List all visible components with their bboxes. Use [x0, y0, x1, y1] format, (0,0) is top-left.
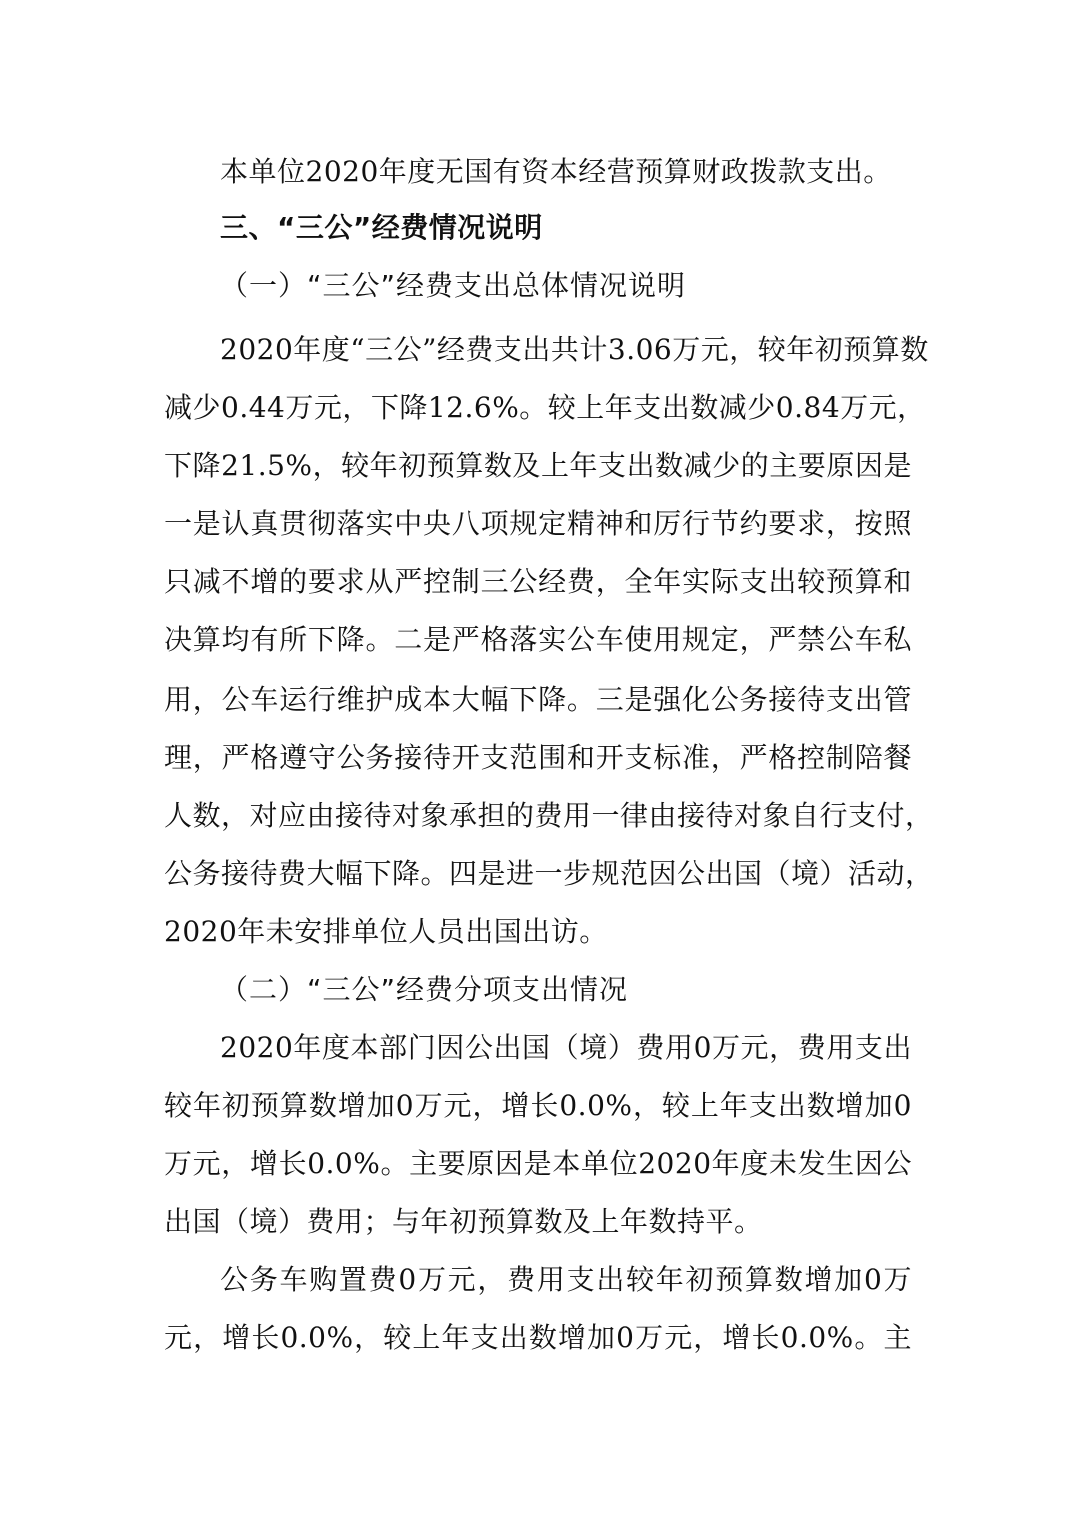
- paragraph-line: 2020年未安排单位人员出国出访。: [164, 915, 608, 948]
- paragraph-line: 较年初预算数增加0万元，增长0.0%，较上年支出数增加0: [164, 1089, 912, 1122]
- paragraph-line: 决算均有所下降。二是严格落实公车使用规定，严禁公车私: [164, 623, 912, 656]
- paragraph-line: 只减不增的要求从严控制三公经费，全年实际支出较预算和: [164, 565, 912, 598]
- subsection-heading: （二）“三公”经费分项支出情况: [220, 973, 629, 1006]
- paragraph-line: 2020年度本部门因公出国（境）费用0万元，费用支出: [220, 1031, 912, 1064]
- paragraph-line: 万元，增长0.0%。主要原因是本单位2020年度未发生因公: [164, 1147, 912, 1180]
- subsection-heading: （一）“三公”经费支出总体情况说明: [220, 269, 687, 302]
- paragraph-line: 用，公车运行维护成本大幅下降。三是强化公务接待支出管: [164, 683, 912, 716]
- paragraph-line: 人数，对应由接待对象承担的费用一律由接待对象自行支付，: [164, 799, 934, 832]
- paragraph-line: 元，增长0.0%，较上年支出数增加0万元，增长0.0%。主: [164, 1321, 912, 1354]
- paragraph-line: 公务接待费大幅下降。四是进一步规范因公出国（境）活动，: [164, 857, 934, 890]
- section-heading: 三、“三公”经费情况说明: [220, 211, 543, 244]
- paragraph-line: 出国（境）费用；与年初预算数及上年数持平。: [164, 1205, 763, 1238]
- paragraph-line: 公务车购置费0万元，费用支出较年初预算数增加0万: [220, 1263, 912, 1296]
- paragraph-line: 理，严格遵守公务接待开支范围和开支标准，严格控制陪餐: [164, 741, 912, 774]
- paragraph-line: 一是认真贯彻落实中央八项规定精神和厉行节约要求，按照: [164, 507, 912, 540]
- paragraph-line: 下降21.5%，较年初预算数及上年支出数减少的主要原因是: [164, 449, 912, 482]
- paragraph-line: 减少0.44万元，下降12.6%。较上年支出数减少0.84万元，: [164, 391, 926, 424]
- paragraph-line: 2020年度“三公”经费支出共计3.06万元，较年初预算数: [220, 333, 929, 366]
- paragraph-line: 本单位2020年度无国有资本经营预算财政拨款支出。: [220, 155, 892, 188]
